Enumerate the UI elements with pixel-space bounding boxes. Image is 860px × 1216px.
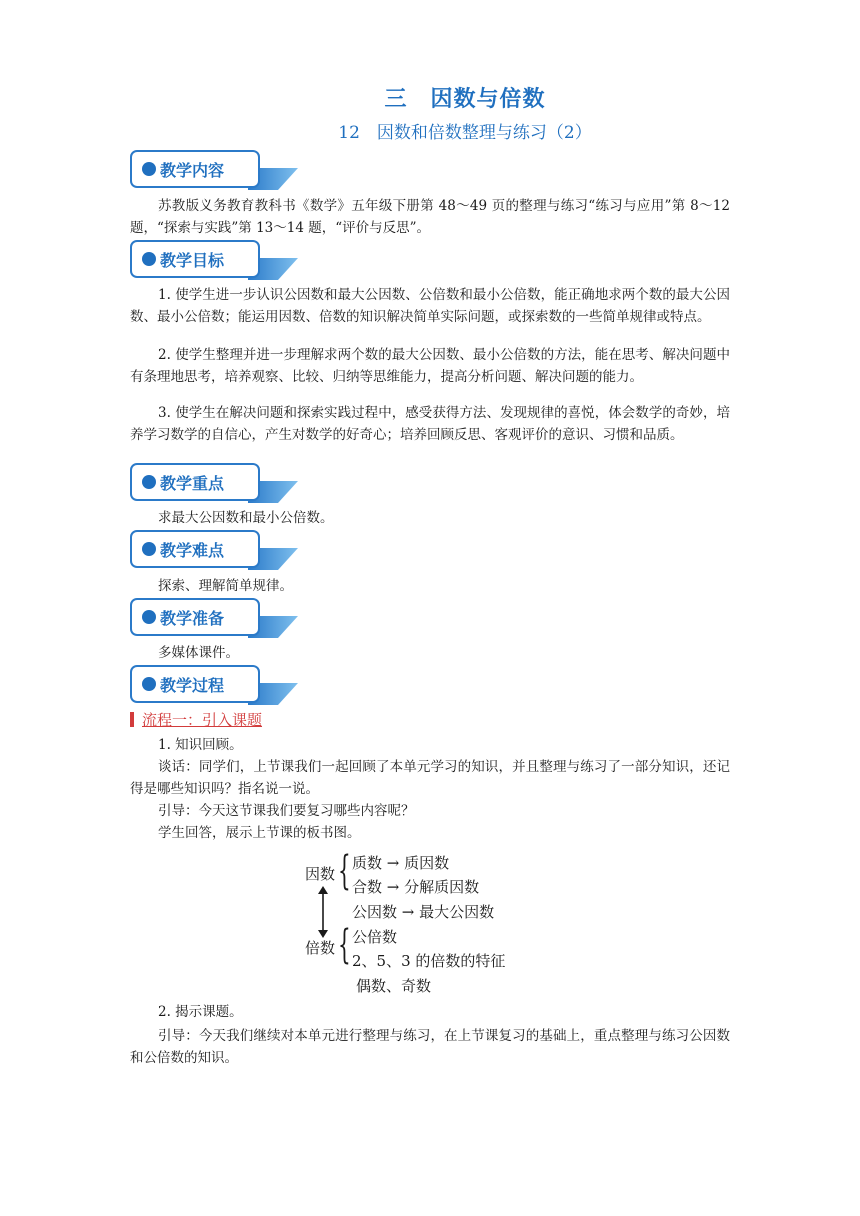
flow-heading: [130, 709, 262, 730]
bullet-dot-icon: [142, 252, 156, 266]
process-line: 引导：今天这节课我们要复习哪些内容呢？: [158, 803, 415, 819]
board-diagram: [300, 848, 560, 998]
factor-brace-icon: {: [338, 848, 351, 894]
content-text: 苏教版义务教育教科书《数学》五年级下册第 48～49 页的整理与练习“练习与应用”第 8～12 题，“探索与实践”第 13～14 题，“评价与反思”。: [130, 198, 730, 236]
section-label: 教学准备: [160, 609, 225, 628]
section-header-content: [130, 150, 300, 194]
bullet-dot-icon: [142, 162, 156, 176]
goal-item: 2. 使学生整理并进一步理解求两个数的最大公因数、最小公倍数的方法，能在思考、解决问题中有条理地思考，培养观察、比较、归纳等思维能力，提高分析问题、解决问题的能力。: [130, 347, 730, 385]
section-header-preparation: [130, 598, 300, 642]
goal-item: 3. 使学生在解决问题和探索实践过程中，感受获得方法、发现规律的喜悦，体会数学的奇妙，培养学习数学的自信心，产生对数学的好奇心；培养回顾反思、客观评价的意识、习惯和品质。: [130, 405, 730, 443]
difficulties-text: 探索、理解简单规律。: [158, 578, 293, 594]
process-line: 引导：今天我们继续对本单元进行整理与练习，在上节课复习的基础上，重点整理与练习公因数和公倍数的知识。: [130, 1028, 730, 1066]
bullet-dot-icon: [142, 542, 156, 556]
section-label: 教学难点: [160, 541, 225, 560]
odd-even-line: 偶数、奇数: [356, 977, 432, 995]
multiple-item: 公倍数: [352, 928, 398, 946]
flow-marker-icon: [130, 712, 134, 727]
factor-item: 质数 → 质因数: [352, 854, 450, 872]
multiple-brace-icon: {: [338, 922, 351, 968]
section-header-goals: [130, 240, 300, 284]
process-line: 2. 揭示课题。: [158, 1004, 243, 1020]
lesson-title: 12 因数和倍数整理与练习（2）: [338, 123, 592, 143]
key-points-text: 求最大公因数和最小公倍数。: [158, 510, 334, 526]
section-label: 教学内容: [160, 161, 225, 180]
flow-title: 流程一：引入课题: [142, 711, 263, 729]
bullet-dot-icon: [142, 610, 156, 624]
double-arrow-icon: [316, 886, 330, 938]
section-label: 教学过程: [160, 676, 225, 695]
bullet-dot-icon: [142, 475, 156, 489]
process-line: 谈话：同学们，上节课我们一起回顾了本单元学习的知识，并且整理与练习了一部分知识，还记得是哪些知识吗？指名说一说。: [130, 759, 730, 797]
goal-item: 1. 使学生进一步认识公因数和最大公因数、公倍数和最小公倍数，能正确地求两个数的最大公因数、最小公倍数；能运用因数、倍数的知识解决简单实际问题，或探索数的一些简单规律或特点。: [130, 287, 730, 325]
section-header-difficulties: [130, 530, 300, 574]
factor-item: 合数 → 分解质因数: [352, 878, 480, 896]
section-label: 教学重点: [160, 474, 225, 493]
process-line: 1. 知识回顾。: [158, 737, 243, 753]
multiple-item: 2、5、3 的倍数的特征: [352, 952, 506, 970]
common-factor-line: 公因数 → 最大公因数: [352, 903, 495, 921]
section-label: 教学目标: [160, 251, 225, 270]
multiple-label: 倍数: [305, 939, 336, 957]
preparation-text: 多媒体课件。: [158, 645, 239, 661]
process-line: 学生回答，展示上节课的板书图。: [158, 825, 361, 841]
section-header-process: [130, 665, 300, 709]
bullet-dot-icon: [142, 677, 156, 691]
section-header-key-points: [130, 463, 300, 507]
factor-label: 因数: [305, 865, 336, 883]
unit-title: 三 因数与倍数: [384, 87, 546, 112]
